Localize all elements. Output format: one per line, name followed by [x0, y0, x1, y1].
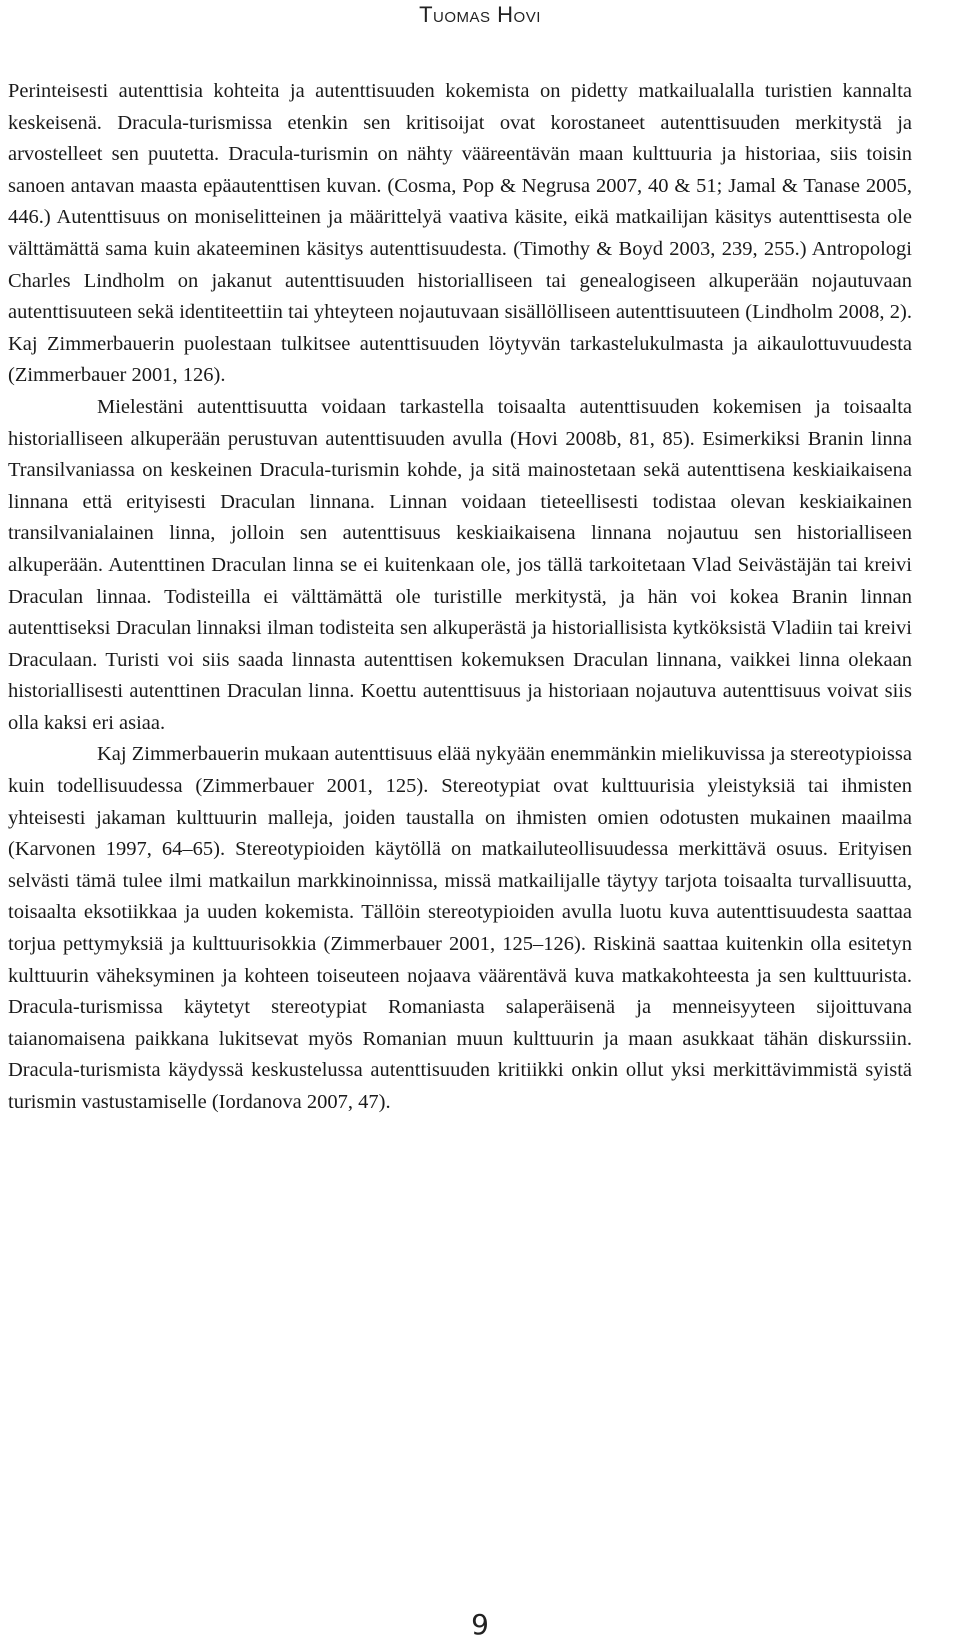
paragraph-3: Kaj Zimmerbauerin mukaan autenttisuus elää nykyään enemmänkin mielikuvissa ja stereotypioissa kuin todellisuudessa (Zimmerbauer 2001, 125). Stereotypiat ovat kulttuurisia yleistyksiä tai ihmisten yhteisesti jakaman kulttuurin malleja, joiden taustalla on ihmisten omien odotusten mukainen maailma (Karvonen 1997, 64–65). Stereotypioiden käytöllä on matkailuteollisuudessa merkittävä osuus. Erityisen selvästi tämä tulee ilmi matkailun markkinoinnissa, missä matkailijalle täytyy tarjota toisaalta turvallisuutta, toisaalta eksotiikkaa ja uuden kokemista. Tällöin stereotypioiden avulla luotu kuva autenttisuudesta saattaa torjua pettymyksiä ja kulttuurisokkia (Zimmerbauer 2001, 125–126). Riskinä saattaa kuitenkin olla esitetyn kulttuurin väheksyminen ja kohteen toiseuteen nojaava väärentävä kuva matkakohteesta ja sen kulttuurista. Dracula-turismissa käytetyt stereotypiat Romaniasta salaperäisenä ja menneisyyteen sijoittuvana taianomaisena paikkana lukitsevat myös Romanian muun kulttuurin ja maan asukkaat tähän diskurssiin. Dracula-turismista käydyssä keskustelussa autenttisuuden kritiikki onkin ollut yksi merkittävimmistä syistä turismin vastustamiselle (Iordanova 2007, 47).	[8, 743, 912, 1113]
article-body	[8, 76, 912, 1119]
page-number: 9	[471, 1608, 489, 1641]
paragraph-2: Mielestäni autenttisuutta voidaan tarkastella toisaalta autenttisuuden kokemisen ja toisaalta historialliseen alkuperään perustuvan autenttisuuden avulla (Hovi 2008b, 81, 85). Esimerkiksi Branin linna Transilvaniassa on keskeinen Dracula-turismin kohde, ja sitä mainostetaan sekä autenttisena keskiaikaisena linnana että erityisesti Draculan linnana. Linnan voidaan tieteellisesti todistaa olevan keskiaikainen transilvanialainen linna, jolloin sen autenttisuus keskiaikaisena linnana nojautuu sen historialliseen alkuperään. Autenttinen Draculan linna se ei kuitenkaan ole, jos tällä tarkoitetaan Vlad Seivästäjän tai kreivi Draculan linnaa. Todisteilla ei välttämättä ole turistille merkitystä, ja hän voi kokea Branin linnan autenttiseksi Draculan linnaksi ilman todisteita sen alkuperästä ja historiallisista kytköksistä Vladiin tai kreivi Draculaan. Turisti voi siis saada linnasta autenttisen kokemuksen Draculan linnana, vaikkei linna olekaan historiallisesti autenttinen Draculan linna. Koettu autenttisuus ja historiaan nojautuva autenttisuus voivat siis olla kaksi eri asiaa.	[8, 395, 912, 734]
paragraph-1: Perinteisesti autenttisia kohteita ja autenttisuuden kokemista on pidetty matkailualalla turistien kannalta keskeisenä. Dracula-turismissa etenkin sen kritisoijat ovat korostaneet autenttisuuden merkitystä ja arvostelleet sen puutetta. Dracula-turismin on nähty vääreentävän maan kulttuuria ja historiaa, siis toisin sanoen antavan maasta epäautenttisen kuvan. (Cosma, Pop & Negrusa 2007, 40 & 51; Jamal & Tanase 2005, 446.) Autenttisuus on moniselitteinen ja määrittelyä vaativa käsite, eikä matkailijan käsitys autenttisesta ole välttämättä sama kuin akateeminen käsitys autenttisuudesta. (Timothy & Boyd 2003, 239, 255.) Antropologi Charles Lindholm on jakanut autenttisuuden historialliseen tai genealogiseen alkuperään nojautuvaan autenttisuuteen sekä identiteettiin tai yhteyteen nojautuvaan sisällölliseen autenttisuuteen (Lindholm 2008, 2). Kaj Zimmerbauerin puolestaan tulkitsee autenttisuuden löytyvän tarkastelukulmasta ja aikaulottuvuudesta (Zimmerbauer 2001, 126).	[8, 80, 912, 387]
running-header: Tuomas Hovi	[419, 2, 541, 27]
